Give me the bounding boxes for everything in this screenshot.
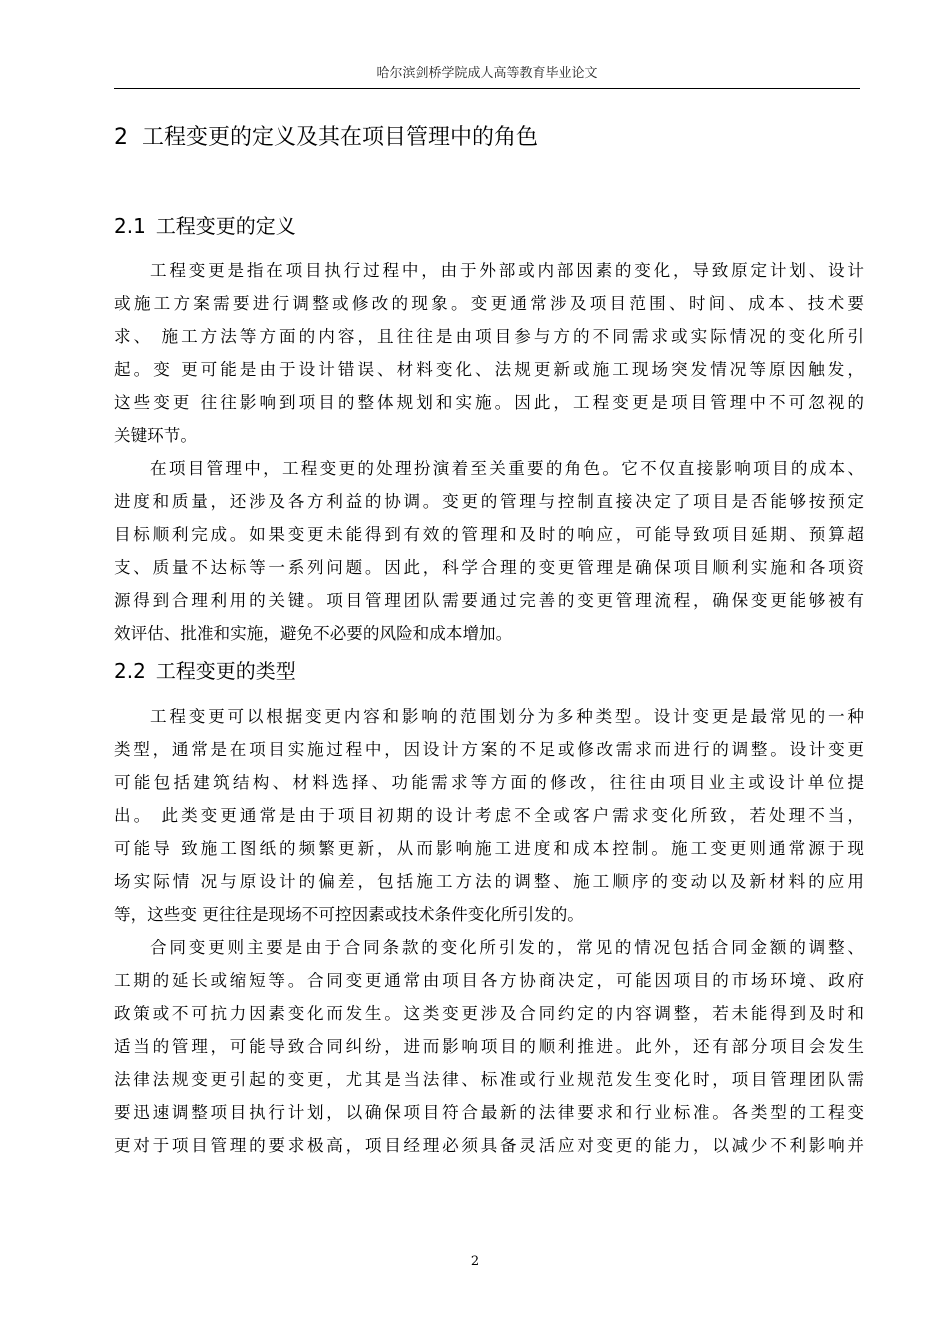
- running-header: 哈尔滨剑桥学院成人高等教育毕业论文: [376, 66, 598, 81]
- section-number: 2.2: [114, 659, 146, 683]
- paragraph-line: 或施工方案需要进行调整或修改的现象。变更通常涉及项目范围、时间、成本、技术要: [114, 294, 864, 313]
- paragraph-line: 效评估、批准和实施，避免不必要的风险和成本增加。: [114, 624, 513, 643]
- paragraph-line: 可能包括建筑结构、材料选择、功能需求等方面的修改，往往由项目业主或设计单位提: [114, 773, 864, 792]
- paragraph-line: 求、 施工方法等方面的内容，且往往是由项目参与方的不同需求或实际情况的变化所引: [114, 327, 864, 346]
- section-heading-2-1: [114, 211, 296, 241]
- paragraph-line: 更对于项目管理的要求极高，项目经理必须具备灵活应对变更的能力，以减少不利影响并: [114, 1136, 864, 1155]
- paragraph-line: 在项目管理中，工程变更的处理扮演着至关重要的角色。它不仅直接影响项目的成本、: [150, 459, 864, 478]
- paragraph-line: 工程变更可以根据变更内容和影响的范围划分为多种类型。设计变更是最常见的一种: [150, 707, 864, 726]
- chapter-number: 2: [114, 125, 128, 150]
- paragraph-line: 支、质量不达标等一系列问题。因此，科学合理的变更管理是确保项目顺利实施和各项资: [114, 558, 864, 577]
- section-number: 2.1: [114, 214, 146, 238]
- paragraph-line: 场实际情 况与原设计的偏差，包括施工方法的调整、施工顺序的变动以及新材料的应用: [114, 872, 864, 891]
- paragraph-3: [114, 700, 864, 931]
- paragraph-line: 要迅速调整项目执行计划，以确保项目符合最新的法律要求和行业标准。各类型的工程变: [114, 1103, 864, 1122]
- paragraph-line: 关键环节。: [114, 426, 197, 445]
- paragraph-line: 工程变更是指在项目执行过程中，由于外部或内部因素的变化，导致原定计划、设计: [150, 261, 864, 280]
- header-rule: [114, 88, 860, 89]
- page-number: 2: [470, 1254, 480, 1269]
- paragraph-line: 类型，通常是在项目实施过程中，因设计方案的不足或修改需求而进行的调整。设计变更: [114, 740, 864, 759]
- paragraph-line: 出。 此类变更通常是由于项目初期的设计考虑不全或客户需求变化所致，若处理不当，: [114, 806, 864, 825]
- paragraph-2: [114, 452, 864, 650]
- paragraph-line: 合同变更则主要是由于合同条款的变化所引发的，常见的情况包括合同金额的调整、: [150, 938, 864, 957]
- paragraph-line: 适当的管理，可能导致合同纠纷，进而影响项目的顺利推进。此外，还有部分项目会发生: [114, 1037, 864, 1056]
- section-heading-2-2: [114, 656, 296, 686]
- chapter-heading: [114, 122, 538, 154]
- paragraph-line: 进度和质量，还涉及各方利益的协调。变更的管理与控制直接决定了项目是否能够按预定: [114, 492, 864, 511]
- paragraph-line: 起。变 更可能是由于设计错误、材料变化、法规更新或施工现场突发情况等原因触发，: [114, 360, 864, 379]
- section-title: 工程变更的类型: [155, 659, 296, 683]
- section-title: 工程变更的定义: [155, 214, 296, 238]
- paragraph-1: [114, 254, 864, 452]
- paragraph-line: 可能导 致施工图纸的频繁更新，从而影响施工进度和成本控制。施工变更则通常源于现: [114, 839, 864, 858]
- paragraph-line: 这些变更 往往影响到项目的整体规划和实施。因此，工程变更是项目管理中不可忽视的: [114, 393, 864, 412]
- paragraph-line: 目标顺利完成。如果变更未能得到有效的管理和及时的响应，可能导致项目延期、预算超: [114, 525, 864, 544]
- paragraph-line: 法律法规变更引起的变更，尤其是当法律、标准或行业规范发生变化时，项目管理团队需: [114, 1070, 864, 1089]
- paragraph-line: 政策或不可抗力因素变化而发生。这类变更涉及合同约定的内容调整，若未能得到及时和: [114, 1004, 864, 1023]
- paragraph-line: 工期的延长或缩短等。合同变更通常由项目各方协商决定，可能因项目的市场环境、政府: [114, 971, 864, 990]
- chapter-title: 工程变更的定义及其在项目管理中的角色: [142, 125, 539, 150]
- paragraph-4: [114, 931, 864, 1162]
- paragraph-line: 等，这些变 更往往是现场不可控因素或技术条件变化所引发的。: [114, 905, 584, 924]
- paragraph-line: 源得到合理利用的关键。项目管理团队需要通过完善的变更管理流程，确保变更能够被有: [114, 591, 864, 610]
